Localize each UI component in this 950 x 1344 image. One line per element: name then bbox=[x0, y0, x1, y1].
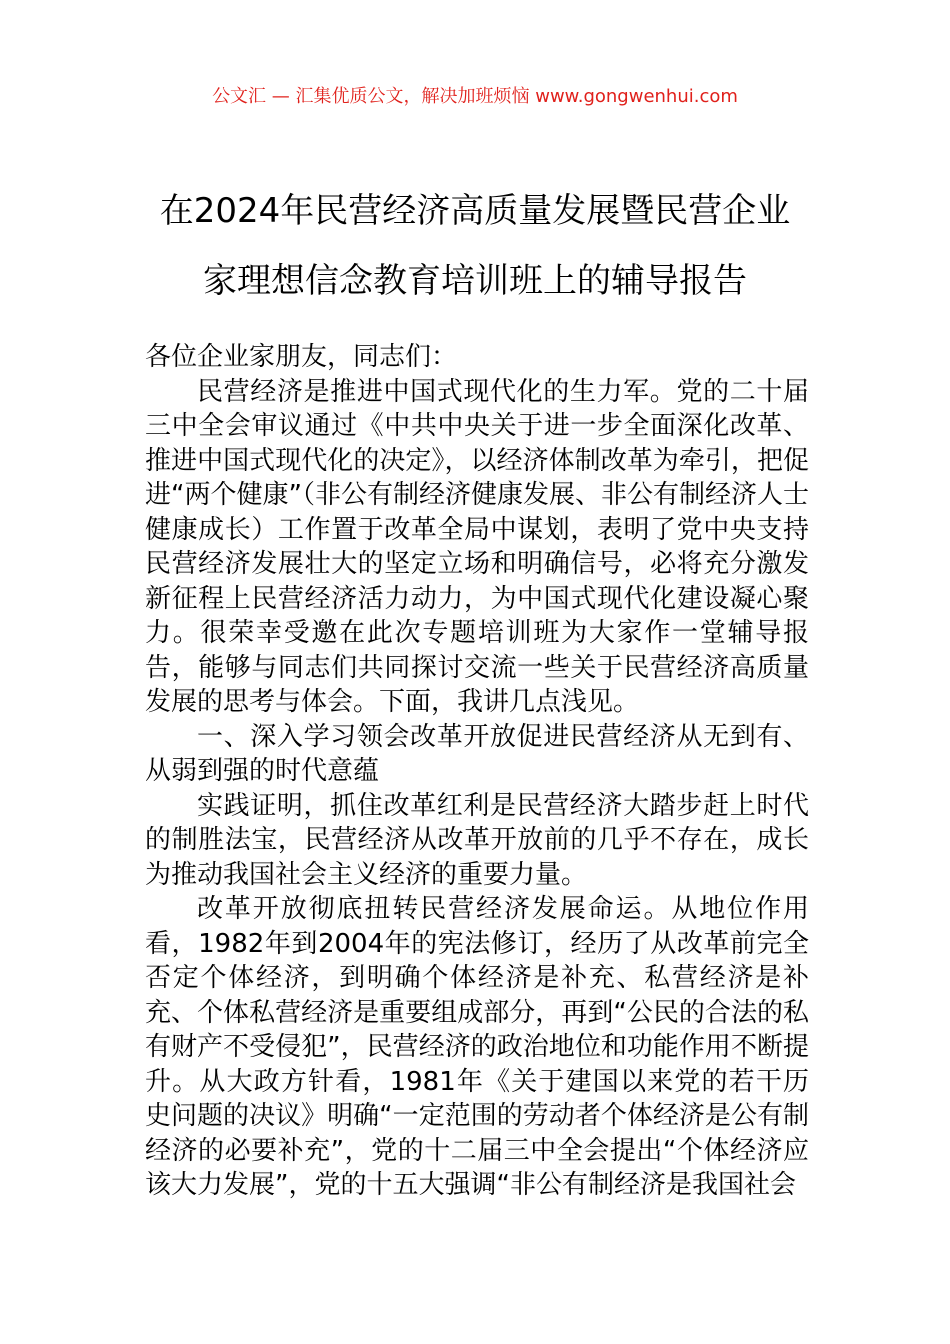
title-line-1: 在2024年民营经济高质量发展暨民营企业 bbox=[159, 191, 791, 231]
document-body bbox=[145, 340, 809, 1203]
paragraph-reform: 改革开放彻底扭转民营经济发展命运。从地位作用看，1982年到2004年的宪法修订，经历了从改革前完全否定个体经济，到明确个体经济是补充、私营经济是补充、个体私营经济是重要组成部分，再到“公民的合法的私有财产不受侵犯”，民营经济的政治地位和功能作用不断提升。从大政方针看，1981年《关于建国以来党的若干历史问题的决议》明确“一定范围的劳动者个体经济是公有制经济的必要补充”，党的十二届三中全会提出“个体经济应该大力发展”，党的十五大强调“非公有制经济是我国社会 bbox=[145, 894, 809, 1200]
paragraph-intro: 民营经济是推进中国式现代化的生力军。党的二十届三中全会审议通过《中共中央关于进一步全面深化改革、推进中国式现代化的决定》，以经济体制改革为牵引，把促进“两个健康”（非公有制经济健康发展、非公有制经济人士健康成长）工作置于改革全局中谋划，表明了党中央支持民营经济发展壮大的坚定立场和明确信号，必将充分激发新征程上民营经济活力动力，为中国式现代化建设凝心聚力。很荣幸受邀在此次专题培训班为大家作一堂辅导报告，能够与同志们共同探讨交流一些关于民营经济高质量发展的思考与体会。下面，我讲几点浅见。 bbox=[145, 376, 809, 717]
header-banner: 公文汇 — 汇集优质公文，解决加班烦恼 www.gongwenhui.com bbox=[212, 86, 738, 107]
salutation: 各位企业家朋友，同志们： bbox=[145, 342, 458, 372]
paragraph-practice: 实践证明，抓住改革红利是民营经济大踏步赶上时代的制胜法宝，民营经济从改革开放前的几乎不存在，成长为推动我国社会主义经济的重要力量。 bbox=[145, 790, 809, 890]
title-line-2: 家理想信念教育培训班上的辅导报告 bbox=[203, 261, 747, 301]
document-title bbox=[120, 176, 830, 316]
section-heading-1: 一、深入学习领会改革开放促进民营经济从无到有、从弱到强的时代意蕴 bbox=[145, 721, 809, 786]
